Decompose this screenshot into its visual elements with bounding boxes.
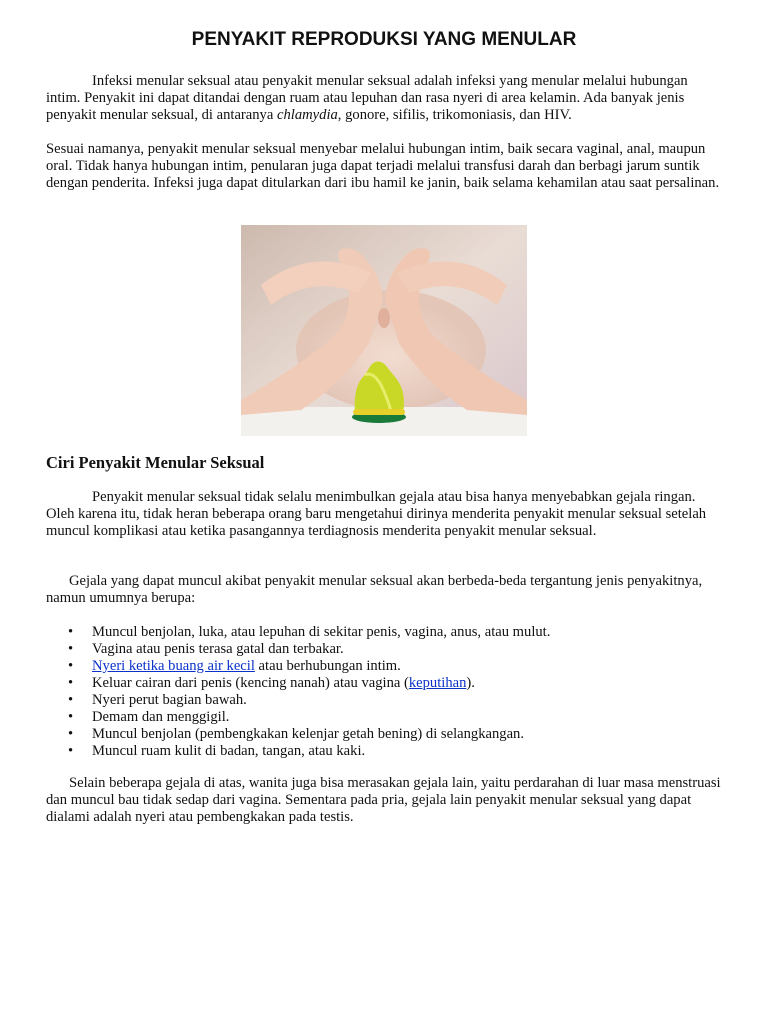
- document-title: PENYAKIT REPRODUKSI YANG MENULAR: [191, 29, 577, 50]
- list-item: [46, 624, 722, 641]
- chlamydia-italic: chlamydia: [277, 107, 338, 123]
- symptom-text: Muncul benjolan (pembengkakan kelenjar getah bening) di selangkangan.: [92, 726, 524, 742]
- bullet: •: [68, 709, 74, 725]
- link-nyeri-buang-air-kecil[interactable]: Nyeri ketika buang air kecil: [92, 658, 255, 674]
- bullet: •: [68, 641, 74, 657]
- list-item: [46, 726, 722, 743]
- intro-paragraph-2: Sesuai namanya, penyakit menular seksual menyebar melalui hubungan intim, baik secara vaginal, anal, maupun oral. Tidak hanya hubungan intim, penularan juga dapat terjadi melalui transfusi darah dan berbagi jarum suntik dengan penderita. Infeksi juga dapat ditularkan dari ibu hamil ke janin, baik selama kehamilan atau saat persalinan.: [46, 141, 720, 191]
- bullet: •: [68, 675, 74, 691]
- list-item: [46, 743, 722, 760]
- symptom-text: Nyeri perut bagian bawah.: [92, 692, 247, 708]
- symptom-text: ).: [466, 675, 475, 691]
- bullet: •: [68, 658, 74, 674]
- list-item: [46, 658, 722, 675]
- symptom-text: Demam dan menggigil.: [92, 709, 230, 725]
- symptom-text: Muncul benjolan, luka, atau lepuhan di sekitar penis, vagina, anus, atau mulut.: [92, 624, 551, 640]
- section-paragraph-2: Gejala yang dapat muncul akibat penyakit menular seksual akan berbeda-beda tergantung jenis penyakitnya, namun umumnya berupa:: [46, 573, 703, 606]
- bullet: •: [68, 624, 74, 640]
- list-item: [46, 692, 722, 709]
- section-heading: Ciri Penyakit Menular Seksual: [46, 453, 265, 472]
- symptom-text: Vagina atau penis terasa gatal dan terbakar.: [92, 641, 344, 657]
- symptom-text: Muncul ruam kulit di badan, tangan, atau kaki.: [92, 743, 366, 759]
- symptom-text: Keluar cairan dari penis (kencing nanah) atau vagina (: [92, 675, 409, 691]
- bullet: •: [68, 692, 74, 708]
- bullet: •: [68, 726, 74, 742]
- bullet: •: [68, 743, 74, 759]
- symptom-list: [46, 624, 722, 760]
- list-item: [46, 675, 722, 692]
- list-item: [46, 641, 722, 658]
- section-paragraph-3: Selain beberapa gejala di atas, wanita juga bisa merasakan gejala lain, yaitu perdarahan di luar masa menstruasi dan muncul bau tidak sedap dari vagina. Sementara pada pria, gejala lain penyakit menular seksual yang dapat dialami adalah nyeri atau pembengkakan pada testis.: [46, 775, 721, 825]
- section-paragraph-1: Penyakit menular seksual tidak selalu menimbulkan gejala atau bisa hanya menyebabkan gejala ringan. Oleh karena itu, tidak heran beberapa orang baru mengetahui dirinya menderita penyakit menular seksual setelah muncul komplikasi atau ketika pasangannya terdiagnosis menderita penyakit menular seksual.: [46, 489, 707, 539]
- intro-paragraph-1: [46, 73, 722, 124]
- intro-text-end: , gonore, sifilis, trikomoniasis, dan HIV.: [337, 107, 572, 123]
- symptom-text: atau berhubungan intim.: [254, 658, 401, 674]
- list-item: [46, 709, 722, 726]
- link-keputihan[interactable]: keputihan: [408, 675, 467, 691]
- intro-text: Infeksi menular seksual atau penyakit menular seksual adalah infeksi yang menular melalui hubungan intim. Penyakit ini dapat ditandai dengan ruam atau lepuhan dan rasa nyeri di area kelamin. Ada banyak jenis penyakit menular seksual, di antaranya: [46, 73, 688, 123]
- hands-heart-condom-photo: [241, 225, 527, 436]
